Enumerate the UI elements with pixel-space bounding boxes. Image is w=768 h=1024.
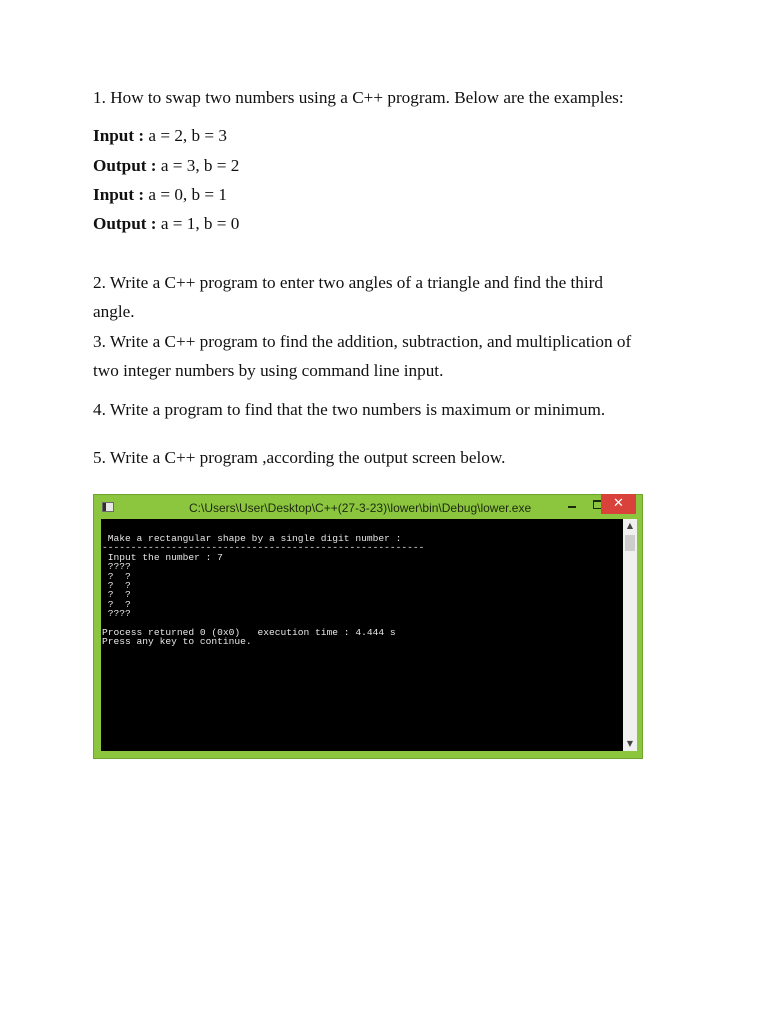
console-app-icon <box>102 502 114 512</box>
q5-text: 5. Write a C++ program ,according the output screen below. <box>93 448 506 467</box>
q2-line2: angle. <box>93 302 135 321</box>
example-line <box>93 156 239 176</box>
q3-line1: 3. Write a C++ program to find the addition, subtraction, and multiplication of <box>93 332 632 351</box>
minimize-icon[interactable] <box>559 494 585 514</box>
q4-text: 4. Write a program to find that the two numbers is maximum or minimum. <box>93 400 606 419</box>
example-line <box>93 214 239 234</box>
example-label: Input : <box>93 185 145 204</box>
console-window-screenshot <box>93 494 643 759</box>
example-value: a = 1, b = 0 <box>156 214 240 233</box>
console-output-area <box>101 519 623 751</box>
window-title: C:\Users\User\Desktop\C++(27-3-23)\lower\bin\Debug\lower.exe <box>189 501 532 515</box>
q3-line2: two integer numbers by using command line input. <box>93 361 444 380</box>
title-bar <box>93 494 643 519</box>
scroll-down-icon[interactable]: ▼ <box>626 739 634 748</box>
example-label: Output : <box>93 214 157 233</box>
vertical-scrollbar[interactable] <box>623 519 637 751</box>
example-label: Input : <box>93 126 145 145</box>
example-value: a = 2, b = 3 <box>144 126 227 145</box>
scroll-up-icon[interactable]: ▲ <box>626 521 634 530</box>
q2-line1: 2. Write a C++ program to enter two angles of a triangle and find the third <box>93 273 603 292</box>
example-line <box>93 126 227 146</box>
example-label: Output : <box>93 156 157 175</box>
q1-text: 1. How to swap two numbers using a C++ program. Below are the examples: <box>93 88 624 107</box>
scroll-thumb[interactable] <box>625 535 635 551</box>
close-icon[interactable]: ✕ <box>601 494 636 514</box>
example-value: a = 0, b = 1 <box>144 185 227 204</box>
console-output: Make a rectangular shape by a single digit number : -------------------------------------------------------- Input the number : 7 ???? ? ? ? ? ? ? ? ? ???? Process returned 0 (0x0) execution time : 4.444 s Press any key to continue. <box>102 533 425 648</box>
example-value: a = 3, b = 2 <box>156 156 240 175</box>
example-line <box>93 185 227 205</box>
